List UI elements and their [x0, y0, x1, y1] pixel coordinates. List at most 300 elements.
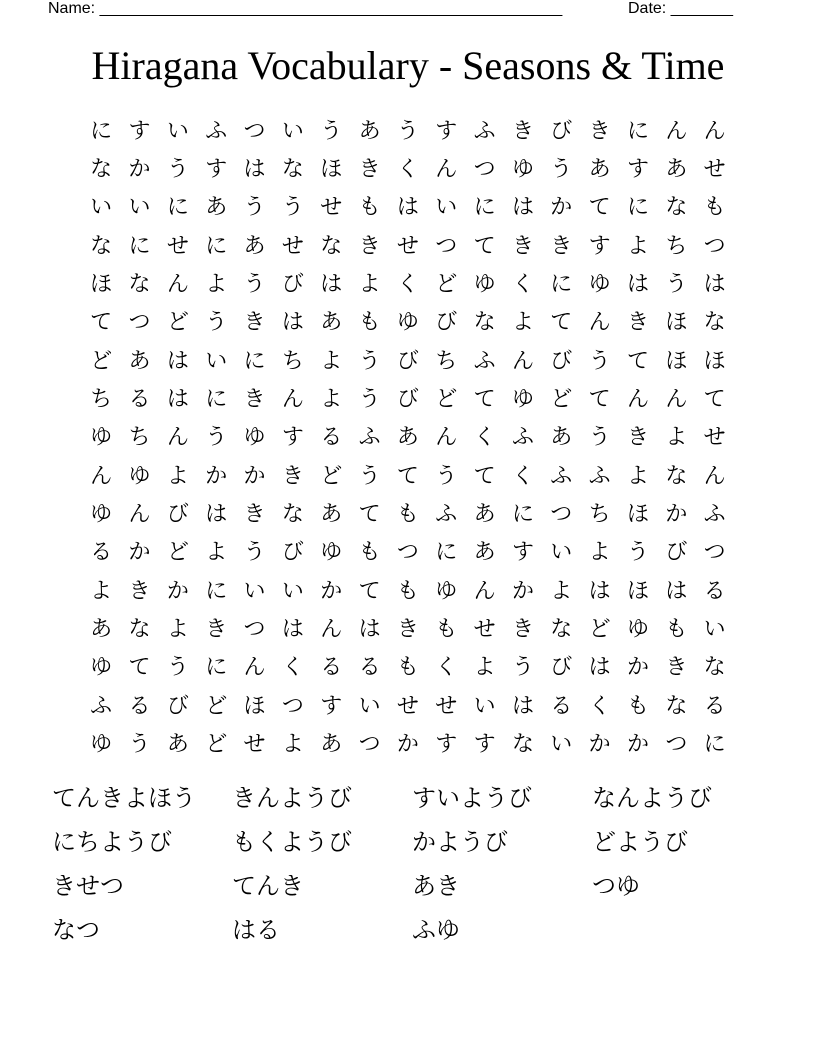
grid-cell: な — [128, 272, 151, 298]
grid-cell: き — [511, 233, 534, 259]
grid-cell: ん — [626, 387, 649, 413]
grid-cell: つ — [281, 693, 304, 719]
grid-cell: う — [358, 387, 381, 413]
grid-cell: う — [665, 272, 688, 298]
grid-cell: い — [703, 617, 726, 643]
grid-cell: よ — [511, 310, 534, 336]
grid-cell: く — [396, 157, 419, 183]
grid-cell: ゆ — [511, 387, 534, 413]
grid-cell: き — [243, 310, 266, 336]
grid-cell: あ — [473, 540, 496, 566]
grid-cell: ゆ — [90, 732, 113, 758]
grid-cell: あ — [358, 118, 381, 144]
grid-cell: つ — [243, 617, 266, 643]
grid-cell: い — [281, 118, 304, 144]
grid-cell: な — [511, 732, 534, 758]
grid-cell: ち — [435, 348, 458, 374]
grid-cell: は — [166, 387, 189, 413]
grid-cell: も — [358, 195, 381, 221]
grid-cell: す — [320, 693, 343, 719]
grid-cell: か — [550, 195, 573, 221]
grid-cell: ど — [205, 693, 228, 719]
grid-cell: き — [358, 233, 381, 259]
grid-cell: な — [320, 233, 343, 259]
grid-cell: か — [396, 732, 419, 758]
grid-cell: か — [320, 578, 343, 604]
grid-cell: び — [396, 387, 419, 413]
grid-cell: は — [588, 655, 611, 681]
grid-cell: く — [511, 272, 534, 298]
grid-cell: ふ — [473, 348, 496, 374]
grid-cell: ほ — [626, 578, 649, 604]
grid-cell: き — [128, 578, 151, 604]
grid-cell: き — [588, 118, 611, 144]
grid-cell: ん — [511, 348, 534, 374]
grid-cell: ゆ — [473, 272, 496, 298]
grid-cell: ほ — [90, 272, 113, 298]
grid-cell: せ — [703, 425, 726, 451]
grid-cell: ふ — [358, 425, 381, 451]
grid-cell: に — [166, 195, 189, 221]
grid-cell: て — [90, 310, 113, 336]
grid-cell: て — [588, 387, 611, 413]
grid-cell: く — [281, 655, 304, 681]
grid-cell: に — [435, 540, 458, 566]
grid-cell: に — [511, 502, 534, 528]
grid-cell: る — [358, 655, 381, 681]
grid-cell: う — [128, 732, 151, 758]
grid-cell: あ — [396, 425, 419, 451]
grid-cell: せ — [473, 617, 496, 643]
grid-cell: に — [205, 655, 228, 681]
grid-cell: て — [358, 578, 381, 604]
grid-cell: よ — [626, 463, 649, 489]
grid-cell: つ — [435, 233, 458, 259]
grid-cell: は — [511, 195, 534, 221]
grid-cell: う — [435, 463, 458, 489]
grid-cell: き — [626, 310, 649, 336]
grid-cell: ふ — [435, 502, 458, 528]
grid-cell: て — [473, 463, 496, 489]
grid-cell: ち — [665, 233, 688, 259]
grid-cell: つ — [473, 157, 496, 183]
grid-cell: に — [243, 348, 266, 374]
grid-cell: て — [626, 348, 649, 374]
grid-cell: び — [550, 118, 573, 144]
grid-cell: う — [626, 540, 649, 566]
grid-cell: る — [128, 387, 151, 413]
grid-cell: う — [243, 540, 266, 566]
grid-cell: な — [665, 195, 688, 221]
grid-cell: て — [588, 195, 611, 221]
word-list-item: つゆ — [592, 872, 640, 900]
grid-cell: う — [396, 118, 419, 144]
grid-cell: ゆ — [90, 655, 113, 681]
grid-cell: い — [550, 732, 573, 758]
grid-cell: う — [320, 118, 343, 144]
grid-cell: つ — [128, 310, 151, 336]
grid-cell: ゆ — [90, 425, 113, 451]
grid-cell: か — [626, 732, 649, 758]
grid-cell: も — [396, 502, 419, 528]
grid-cell: に — [626, 118, 649, 144]
grid-cell: も — [626, 693, 649, 719]
grid-cell: な — [128, 617, 151, 643]
grid-cell: て — [396, 463, 419, 489]
word-list-item: てんき — [232, 872, 304, 900]
grid-cell: よ — [588, 540, 611, 566]
grid-cell: あ — [128, 348, 151, 374]
grid-cell: き — [396, 617, 419, 643]
grid-cell: せ — [396, 693, 419, 719]
grid-cell: よ — [358, 272, 381, 298]
grid-cell: い — [473, 693, 496, 719]
grid-cell: び — [550, 348, 573, 374]
grid-cell: に — [550, 272, 573, 298]
grid-cell: き — [243, 387, 266, 413]
word-list-item: ふゆ — [412, 916, 460, 944]
name-field-label: Name: ____________________________________________________ — [48, 0, 563, 17]
grid-cell: は — [588, 578, 611, 604]
grid-cell: つ — [665, 732, 688, 758]
grid-cell: ん — [281, 387, 304, 413]
grid-cell: よ — [626, 233, 649, 259]
grid-cell: ん — [665, 387, 688, 413]
grid-cell: ん — [320, 617, 343, 643]
grid-cell: せ — [396, 233, 419, 259]
grid-cell: い — [358, 693, 381, 719]
grid-cell: せ — [243, 732, 266, 758]
grid-cell: き — [205, 617, 228, 643]
grid-cell: よ — [320, 348, 343, 374]
grid-cell: は — [281, 310, 304, 336]
grid-cell: び — [281, 540, 304, 566]
word-list-item: どようび — [592, 828, 688, 856]
grid-cell: な — [665, 463, 688, 489]
grid-cell: ふ — [703, 502, 726, 528]
grid-cell: ふ — [473, 118, 496, 144]
grid-cell: ど — [166, 310, 189, 336]
grid-cell: に — [205, 233, 228, 259]
grid-cell: な — [703, 310, 726, 336]
grid-cell: す — [435, 732, 458, 758]
grid-cell: な — [281, 502, 304, 528]
grid-cell: う — [166, 655, 189, 681]
grid-cell: る — [320, 655, 343, 681]
grid-cell: ゆ — [128, 463, 151, 489]
grid-cell: よ — [320, 387, 343, 413]
grid-cell: る — [703, 578, 726, 604]
grid-cell: て — [128, 655, 151, 681]
grid-cell: あ — [588, 157, 611, 183]
grid-cell: に — [703, 732, 726, 758]
grid-cell: く — [473, 425, 496, 451]
grid-cell: き — [550, 233, 573, 259]
grid-cell: ほ — [626, 502, 649, 528]
grid-cell: ん — [243, 655, 266, 681]
grid-cell: ど — [588, 617, 611, 643]
page-title: Hiragana Vocabulary - Seasons & Time — [91, 43, 725, 88]
grid-cell: く — [511, 463, 534, 489]
grid-cell: よ — [166, 617, 189, 643]
grid-cell: ゆ — [511, 157, 534, 183]
grid-cell: な — [703, 655, 726, 681]
grid-cell: は — [166, 348, 189, 374]
word-list-item: なつ — [52, 916, 100, 944]
grid-cell: き — [665, 655, 688, 681]
grid-cell: つ — [358, 732, 381, 758]
grid-cell: ゆ — [243, 425, 266, 451]
grid-cell: か — [588, 732, 611, 758]
word-list-item: きんようび — [232, 784, 352, 812]
grid-cell: て — [550, 310, 573, 336]
grid-cell: す — [128, 118, 151, 144]
grid-cell: あ — [90, 617, 113, 643]
grid-cell: ん — [703, 118, 726, 144]
grid-cell: か — [128, 157, 151, 183]
grid-cell: び — [550, 655, 573, 681]
grid-cell: あ — [550, 425, 573, 451]
grid-cell: は — [243, 157, 266, 183]
grid-cell: ど — [205, 732, 228, 758]
grid-cell: も — [396, 655, 419, 681]
grid-cell: ん — [435, 425, 458, 451]
grid-cell: に — [626, 195, 649, 221]
grid-cell: は — [205, 502, 228, 528]
grid-cell: ん — [128, 502, 151, 528]
grid-cell: い — [243, 578, 266, 604]
word-list-item: かようび — [412, 828, 508, 856]
grid-cell: ん — [588, 310, 611, 336]
grid-cell: あ — [665, 157, 688, 183]
grid-cell: び — [665, 540, 688, 566]
grid-cell: ち — [128, 425, 151, 451]
grid-cell: ほ — [320, 157, 343, 183]
grid-cell: ん — [435, 157, 458, 183]
grid-cell: も — [358, 540, 381, 566]
word-list-item: すいようび — [412, 784, 532, 812]
grid-cell: く — [435, 655, 458, 681]
grid-cell: よ — [205, 540, 228, 566]
grid-cell: ん — [665, 118, 688, 144]
grid-cell: ほ — [665, 348, 688, 374]
grid-cell: あ — [320, 310, 343, 336]
grid-cell: あ — [473, 502, 496, 528]
grid-cell: あ — [320, 732, 343, 758]
grid-cell: き — [511, 118, 534, 144]
grid-cell: は — [703, 272, 726, 298]
grid-cell: び — [396, 348, 419, 374]
grid-cell: な — [281, 157, 304, 183]
grid-cell: ど — [320, 463, 343, 489]
grid-cell: か — [626, 655, 649, 681]
grid-cell: ゆ — [90, 502, 113, 528]
grid-cell: ん — [703, 463, 726, 489]
grid-cell: ど — [166, 540, 189, 566]
grid-cell: な — [473, 310, 496, 336]
grid-cell: て — [703, 387, 726, 413]
grid-cell: ゆ — [435, 578, 458, 604]
grid-cell: は — [358, 617, 381, 643]
grid-cell: て — [473, 387, 496, 413]
grid-cell: び — [166, 693, 189, 719]
grid-cell: は — [396, 195, 419, 221]
grid-cell: よ — [166, 463, 189, 489]
grid-cell: ど — [435, 272, 458, 298]
grid-cell: い — [205, 348, 228, 374]
grid-cell: は — [320, 272, 343, 298]
grid-cell: ど — [435, 387, 458, 413]
grid-cell: も — [435, 617, 458, 643]
date-field-label: Date: _______ — [628, 0, 733, 17]
grid-cell: つ — [550, 502, 573, 528]
grid-cell: き — [626, 425, 649, 451]
grid-cell: い — [550, 540, 573, 566]
grid-cell: う — [511, 655, 534, 681]
word-list-item: なんようび — [592, 784, 712, 812]
grid-cell: う — [243, 272, 266, 298]
grid-cell: う — [166, 157, 189, 183]
grid-cell: な — [665, 693, 688, 719]
grid-cell: す — [473, 732, 496, 758]
grid-cell: か — [205, 463, 228, 489]
grid-cell: ち — [588, 502, 611, 528]
grid-cell: う — [243, 195, 266, 221]
grid-cell: る — [320, 425, 343, 451]
grid-cell: ふ — [511, 425, 534, 451]
grid-cell: い — [90, 195, 113, 221]
grid-cell: ゆ — [396, 310, 419, 336]
grid-cell: す — [281, 425, 304, 451]
grid-cell: び — [435, 310, 458, 336]
grid-cell: う — [550, 157, 573, 183]
grid-cell: も — [358, 310, 381, 336]
grid-cell: ほ — [243, 693, 266, 719]
grid-cell: よ — [205, 272, 228, 298]
grid-cell: い — [128, 195, 151, 221]
grid-cell: よ — [665, 425, 688, 451]
word-list — [52, 780, 752, 956]
grid-cell: ゆ — [588, 272, 611, 298]
grid-cell: び — [281, 272, 304, 298]
grid-cell: あ — [243, 233, 266, 259]
grid-cell: ん — [166, 425, 189, 451]
grid-cell: い — [281, 578, 304, 604]
grid-cell: ど — [90, 348, 113, 374]
grid-cell: ゆ — [626, 617, 649, 643]
grid-cell: よ — [90, 578, 113, 604]
grid-cell: ふ — [550, 463, 573, 489]
grid-cell: き — [281, 463, 304, 489]
grid-cell: せ — [166, 233, 189, 259]
word-list-item: にちようび — [52, 828, 172, 856]
grid-cell: せ — [435, 693, 458, 719]
grid-cell: ふ — [205, 118, 228, 144]
grid-cell: に — [205, 387, 228, 413]
grid-cell: る — [550, 693, 573, 719]
grid-cell: ふ — [90, 693, 113, 719]
grid-cell: も — [703, 195, 726, 221]
word-list-item: きせつ — [52, 872, 124, 900]
grid-cell: く — [396, 272, 419, 298]
grid-cell: う — [205, 310, 228, 336]
grid-cell: る — [90, 540, 113, 566]
grid-cell: う — [358, 348, 381, 374]
grid-cell: ん — [473, 578, 496, 604]
grid-cell: す — [511, 540, 534, 566]
grid-cell: う — [205, 425, 228, 451]
grid-cell: ほ — [703, 348, 726, 374]
grid-cell: は — [665, 578, 688, 604]
grid-cell: は — [626, 272, 649, 298]
grid-cell: ゆ — [320, 540, 343, 566]
grid-cell: せ — [281, 233, 304, 259]
grid-cell: せ — [703, 157, 726, 183]
grid-cell: う — [358, 463, 381, 489]
grid-cell: る — [128, 693, 151, 719]
grid-cell: ち — [90, 387, 113, 413]
word-list-item: はる — [232, 916, 280, 944]
grid-cell: よ — [281, 732, 304, 758]
grid-cell: よ — [550, 578, 573, 604]
word-list-item: もくようび — [232, 828, 352, 856]
grid-cell: に — [128, 233, 151, 259]
grid-cell: い — [166, 118, 189, 144]
grid-cell: に — [90, 118, 113, 144]
grid-cell: ほ — [665, 310, 688, 336]
grid-cell: か — [243, 463, 266, 489]
grid-cell: は — [511, 693, 534, 719]
grid-cell: か — [665, 502, 688, 528]
grid-cell: つ — [243, 118, 266, 144]
grid-cell: つ — [396, 540, 419, 566]
grid-cell: ん — [166, 272, 189, 298]
header — [48, 0, 740, 20]
grid-cell: す — [588, 233, 611, 259]
grid-cell: な — [550, 617, 573, 643]
grid-cell: つ — [703, 233, 726, 259]
grid-cell: に — [473, 195, 496, 221]
grid-cell: き — [243, 502, 266, 528]
grid-cell: あ — [205, 195, 228, 221]
grid-cell: に — [205, 578, 228, 604]
grid-cell: せ — [320, 195, 343, 221]
grid-cell: き — [511, 617, 534, 643]
grid-cell: ん — [90, 463, 113, 489]
grid-cell: う — [281, 195, 304, 221]
grid-cell: る — [703, 693, 726, 719]
grid-cell: ち — [281, 348, 304, 374]
grid-cell: ど — [550, 387, 573, 413]
grid-cell: も — [396, 578, 419, 604]
grid-cell: か — [511, 578, 534, 604]
grid-cell: う — [588, 348, 611, 374]
grid-cell: く — [588, 693, 611, 719]
grid-cell: す — [205, 157, 228, 183]
grid-cell: ふ — [588, 463, 611, 489]
grid-cell: か — [166, 578, 189, 604]
word-list-item: あき — [412, 872, 460, 900]
grid-cell: は — [281, 617, 304, 643]
grid-cell: も — [665, 617, 688, 643]
grid-cell: な — [90, 233, 113, 259]
word-search-grid — [82, 110, 734, 762]
grid-cell: き — [358, 157, 381, 183]
grid-cell: て — [358, 502, 381, 528]
grid-cell: す — [435, 118, 458, 144]
grid-cell: あ — [320, 502, 343, 528]
grid-cell: う — [588, 425, 611, 451]
